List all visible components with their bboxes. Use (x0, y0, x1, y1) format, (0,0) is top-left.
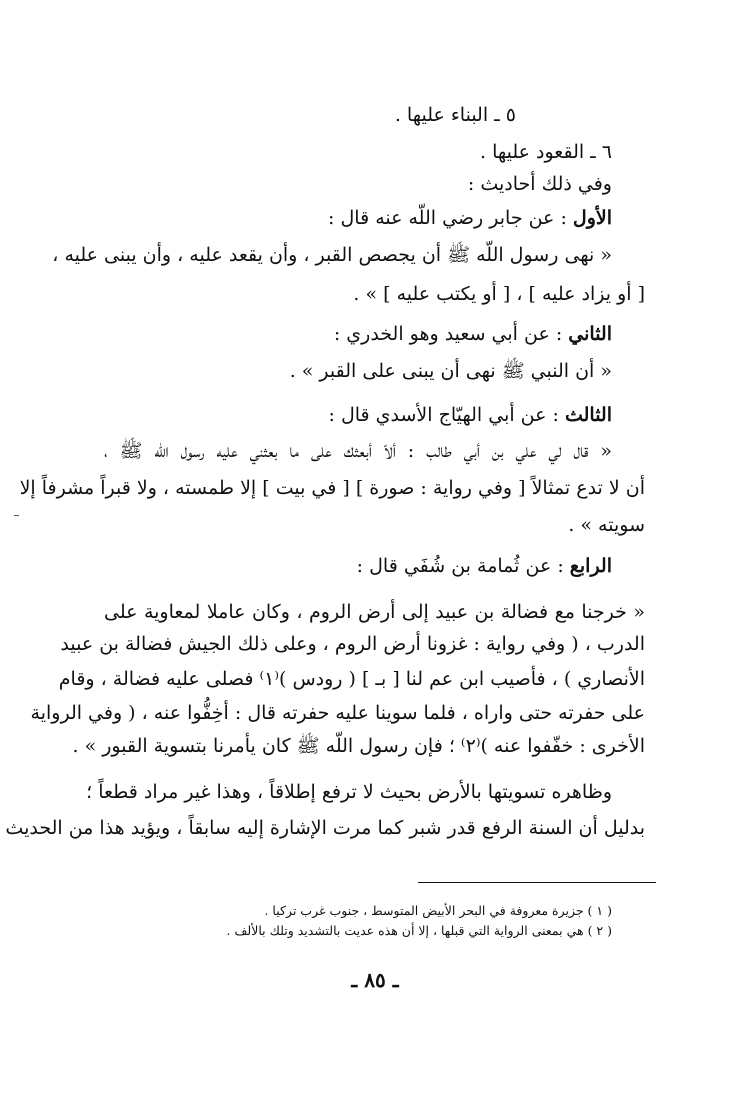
hadith-title-second: الثاني (568, 323, 612, 345)
footnote-2: ( ٢ ) هي بمعنى الرواية التي قبلها ، إلا أن هذه عديت بالتشديد وتلك بالألف . (226, 923, 612, 938)
margin-mark (14, 515, 19, 516)
text-line-18: الأخرى : خفّفوا عنه )⁽٢⁾ ؛ فإن رسول اللّه ﷺ كان يأمرنا بتسوية القبور » . (72, 735, 645, 757)
text-line-1: ٥ ـ البناء عليها . (394, 104, 516, 126)
hadith-intro-first: : عن جابر رضي اللّه عنه قال : (328, 207, 573, 229)
hadith-heading-fourth (357, 551, 612, 581)
text-line-8: « أن النبي ﷺ نهى أن يبنى على القبر » . (289, 360, 612, 382)
text-line-15: الدرب ، ( وفي رواية : غزونا أرض الروم ، وعلى ذلك الجيش فضالة بن عبيد (60, 633, 645, 655)
hadith-title-first: الأول (572, 207, 612, 229)
hadith-intro-third: : عن أبي الهيّاج الأسدي قال : (328, 404, 565, 426)
text-line-5: « نهى رسول اللّه ﷺ أن يجصص القبر ، وأن يقعد عليه ، وأن يبنى عليه ، (52, 244, 612, 266)
text-line-14: « خرجنا مع فضالة بن عبيد إلى أرض الروم ، وكان عاملا لمعاوية على (104, 601, 645, 623)
hadith-heading-first (328, 203, 612, 233)
text-line-10: « قال لي علي بن أبي طالب : ألاّ أبعثك على ما بعثني عليه رسول اللّه ﷺ ، (104, 440, 612, 462)
page-number: ـ ٨٥ ـ (351, 968, 399, 992)
text-line-17: على حفرته حتى واراه ، فلما سوينا عليه حفرته قال : أخِفُّوا عنه ، ( وفي الرواية (30, 702, 645, 724)
hadith-intro-second: : عن أبي سعيد وهو الخدري : (333, 323, 569, 345)
text-line-3: وفي ذلك أحاديث : (467, 173, 612, 195)
hadith-title-third: الثالث (564, 404, 612, 426)
text-line-20: بدليل أن السنة الرفع قدر شبر كما مرت الإشارة إليه سابقاً ، ويؤيد هذا من الحديث (5, 817, 645, 839)
text-line-16: الأنصاري ) ، فأصيب ابن عم لنا [ بـ ] ( رودس )⁽١⁾ فصلى عليه فضالة ، وقام (58, 668, 645, 690)
hadith-heading-third (329, 400, 613, 430)
hadith-heading-second (334, 319, 612, 349)
hadith-intro-fourth: : عن ثُمامة بن شُفَي قال : (356, 555, 570, 577)
text-line-6: [ أو يزاد عليه ] ، [ أو يكتب عليه ] » . (353, 283, 645, 305)
text-line-19: وظاهره تسويتها بالأرض بحيث لا ترفع إطلاقاً ، وهذا غير مراد قطعاً ؛ (86, 781, 612, 803)
text-line-11: أن لا تدع تمثالاً [ وفي رواية : صورة ] [ في بيت ] إلا طمسته ، ولا قبراً مشرفاً إلا (19, 477, 645, 499)
text-line-2: ٦ ـ القعود عليها . (479, 141, 612, 163)
footnote-separator (418, 882, 656, 883)
text-line-12: سويته » . (568, 514, 645, 536)
hadith-title-fourth: الرابع (569, 555, 612, 577)
footnote-1: ( ١ ) جزيرة معروفة في البحر الأبيض المتوسط ، جنوب غرب تركيا . (264, 903, 612, 918)
